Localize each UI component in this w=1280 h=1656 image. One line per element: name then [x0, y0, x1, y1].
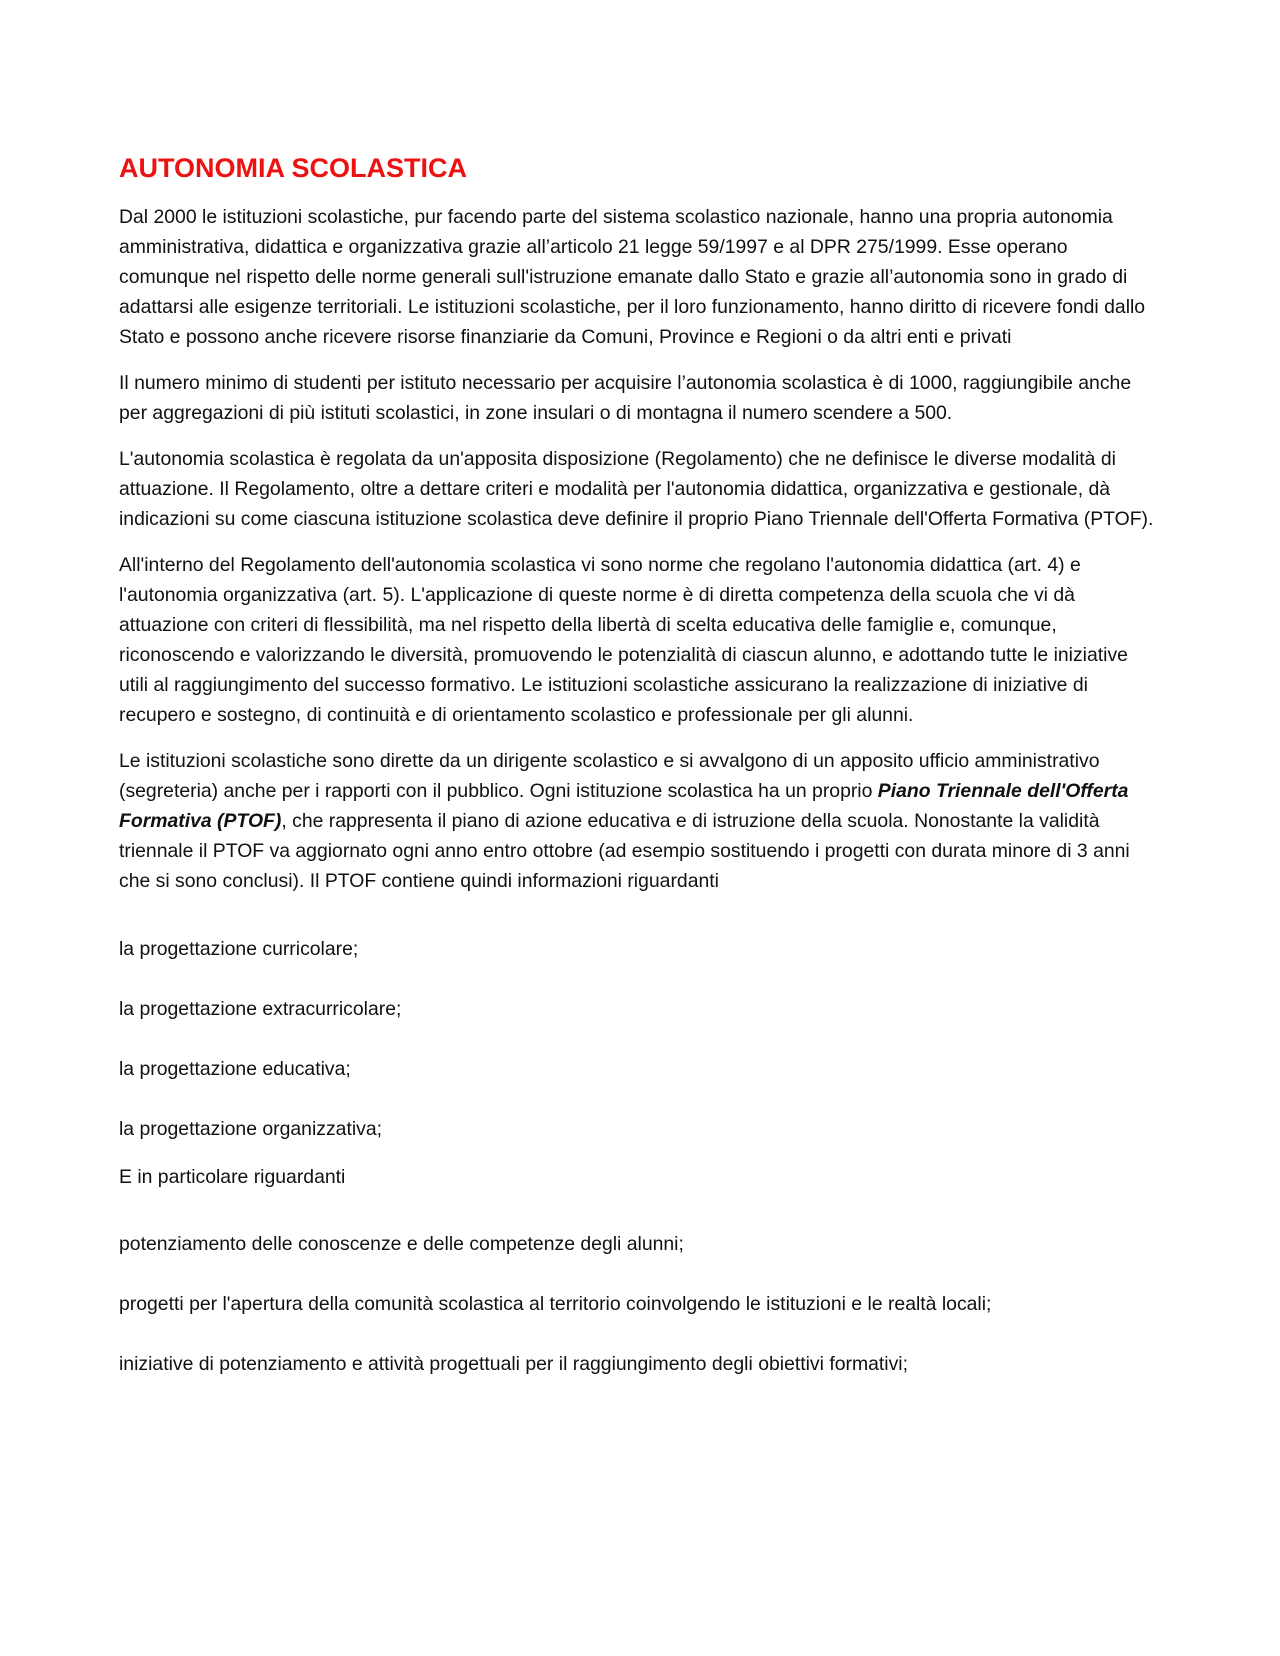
paragraph-intro: Dal 2000 le istituzioni scolastiche, pur facendo parte del sistema scolastico nazionale, hanno una propria autonomia amministrativa, didattica e organizzativa grazie all’articolo 21 legge 59/1997 e al DPR 275/1999. Esse operano comunque nel rispetto delle norme generali sull'istruzione emanate dallo Stato e grazie all’autonomia sono in grado di adattarsi alle esigenze territoriali. Le istituzioni scolastiche, per il loro funzionamento, hanno diritto di ricevere fondi dallo Stato e possono anche ricevere risorse finanziarie da Comuni, Province e Regioni o da altri enti e privati — [119, 206, 1146, 348]
list-item: iniziative di potenziamento e attività progettuali per il raggiungimento degli obiettivi formativi; — [119, 1353, 908, 1375]
paragraph-autonomia-didattica: All'interno del Regolamento dell'autonomia scolastica vi sono norme che regolano l'autonomia didattica (art. 4) e l'autonomia organizzativa (art. 5). L'applicazione di queste norme è di diretta competenza della scuola che vi dà attuazione con criteri di flessibilità, ma nel rispetto della libertà di scelta educativa delle famiglie e, comunque, riconoscendo e valorizzando le diversità, promuovendo le potenzialità di ciascun alunno, e adottando tutte le iniziative utili al raggiungimento del successo formativo. Le istituzioni scolastiche assicurano la realizzazione di iniziative di recupero e sostegno, di continuità e di orientamento scolastico e professionale per gli alunni. — [119, 554, 1128, 726]
ptof-emphasis: Piano Triennale dell'Offerta Formativa (PTOF) — [119, 780, 1129, 832]
document-title: AUTONOMIA SCOLASTICA — [119, 153, 467, 183]
list-item: potenziamento delle conoscenze e delle competenze degli alunni; — [119, 1233, 684, 1255]
paragraph-regolamento: L'autonomia scolastica è regolata da un'apposita disposizione (Regolamento) che ne definisce le diverse modalità di attuazione. Il Regolamento, oltre a dettare criteri e modalità per l'autonomia didattica, organizzativa e gestionale, dà indicazioni su come ciascuna istituzione scolastica deve definire il proprio Piano Triennale dell'Offerta Formativa (PTOF). — [119, 448, 1154, 530]
list-item: la progettazione curricolare; — [119, 938, 359, 960]
list-item: la progettazione educativa; — [119, 1058, 351, 1080]
ptof-text-after: , che rappresenta il piano di azione educativa e di istruzione della scuola. Nonostante la validità triennale il PTOF va aggiornato ogni anno entro ottobre (ad esempio sostituendo i progetti con durata minore di 3 anni che si sono conclusi). Il PTOF contiene quindi informazioni riguardanti — [119, 810, 1130, 892]
list-item: progetti per l'apertura della comunità scolastica al territorio coinvolgendo le istituzioni e le realtà locali; — [119, 1293, 992, 1315]
document-page — [119, 150, 1159, 1379]
in-particolare-heading: E in particolare riguardanti — [119, 1166, 346, 1188]
list-item: la progettazione extracurricolare; — [119, 998, 402, 1020]
list-item: la progettazione organizzativa; — [119, 1118, 383, 1140]
paragraph-ptof — [119, 746, 1159, 896]
ptof-text-before: Le istituzioni scolastiche sono dirette da un dirigente scolastico e si avvalgono di un apposito ufficio amministrativo (segreteria) anche per i rapporti con il pubblico. Ogni istituzione scolastica ha un proprio — [119, 750, 1100, 802]
paragraph-numero-minimo: Il numero minimo di studenti per istituto necessario per acquisire l’autonomia scolastica è di 1000, raggiungibile anche per aggregazioni di più istituti scolastici, in zone insulari o di montagna il numero scendere a 500. — [119, 372, 1132, 424]
